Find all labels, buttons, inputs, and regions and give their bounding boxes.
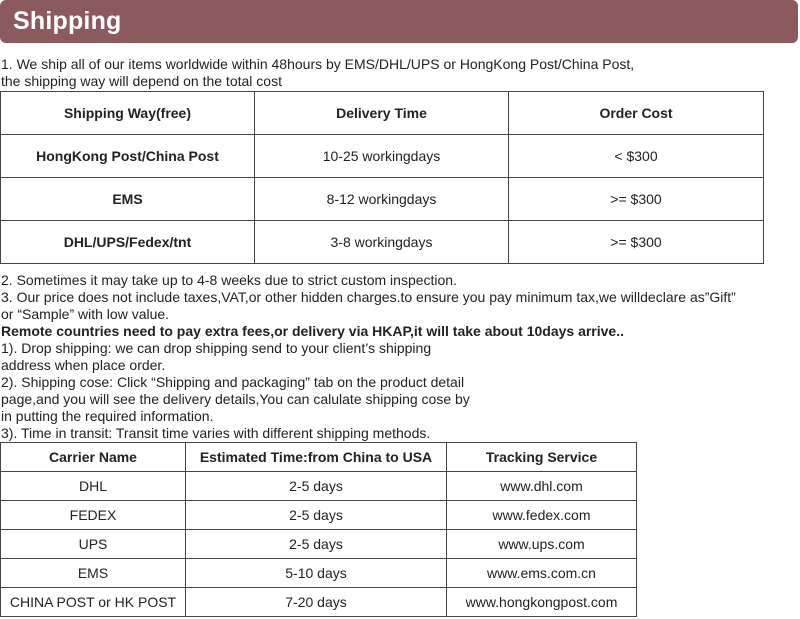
note-3-line-2: or “Sample” with low value. bbox=[1, 306, 170, 322]
shipping-cost-line-3: in putting the required information. bbox=[1, 408, 214, 424]
tracking-service-cell: www.ups.com bbox=[447, 530, 637, 559]
shipping-way-cell: HongKong Post/China Post bbox=[1, 135, 255, 178]
drop-shipping-line-2: address when place order. bbox=[1, 357, 166, 373]
table-header-row bbox=[1, 92, 764, 135]
carrier-name-cell: CHINA POST or HK POST bbox=[1, 588, 186, 617]
carrier-name-cell: FEDEX bbox=[1, 501, 186, 530]
table-row bbox=[1, 530, 637, 559]
table-row bbox=[1, 559, 637, 588]
header-carrier-name: Carrier Name bbox=[1, 443, 186, 472]
intro-line-1: 1. We ship all of our items worldwide within 48hours by EMS/DHL/UPS or HongKong Post/China Post, bbox=[1, 56, 635, 72]
delivery-time-cell: 3-8 workingdays bbox=[255, 221, 509, 264]
table-row bbox=[1, 472, 637, 501]
estimated-time-cell: 5-10 days bbox=[186, 559, 447, 588]
note-3-line-1: 3. Our price does not include taxes,VAT,or other hidden charges.to ensure you pay minimum tax,we willdeclare as”Gift” bbox=[1, 289, 736, 305]
header-order-cost: Order Cost bbox=[509, 92, 764, 135]
header-tracking-service: Tracking Service bbox=[447, 443, 637, 472]
note-2: 2. Sometimes it may take up to 4-8 weeks due to strict custom inspection. bbox=[1, 272, 457, 288]
delivery-time-cell: 10-25 workingdays bbox=[255, 135, 509, 178]
shipping-way-cell: EMS bbox=[1, 178, 255, 221]
table-row bbox=[1, 588, 637, 617]
intro-line-2: the shipping way will depend on the total cost bbox=[1, 73, 282, 89]
carrier-table bbox=[0, 442, 637, 617]
header-shipping-way: Shipping Way(free) bbox=[1, 92, 255, 135]
carrier-name-cell: EMS bbox=[1, 559, 186, 588]
table-row bbox=[1, 221, 764, 264]
table-header-row bbox=[1, 443, 637, 472]
order-cost-cell: < $300 bbox=[509, 135, 764, 178]
tracking-service-cell: www.dhl.com bbox=[447, 472, 637, 501]
estimated-time-cell: 2-5 days bbox=[186, 501, 447, 530]
carrier-name-cell: UPS bbox=[1, 530, 186, 559]
table-row bbox=[1, 178, 764, 221]
table-row bbox=[1, 135, 764, 178]
estimated-time-cell: 2-5 days bbox=[186, 472, 447, 501]
banner-title: Shipping bbox=[13, 7, 122, 35]
shipping-banner bbox=[0, 0, 798, 43]
tracking-service-cell: www.hongkongpost.com bbox=[447, 588, 637, 617]
shipping-cost-line-2: page,and you will see the delivery details,You can calulate shipping cose by bbox=[1, 391, 470, 407]
estimated-time-cell: 2-5 days bbox=[186, 530, 447, 559]
order-cost-cell: >= $300 bbox=[509, 221, 764, 264]
order-cost-cell: >= $300 bbox=[509, 178, 764, 221]
shipping-cost-line-1: 2). Shipping cose: Click “Shipping and packaging” tab on the product detail bbox=[1, 374, 465, 390]
shipping-methods-table bbox=[0, 91, 764, 264]
header-estimated-time: Estimated Time:from China to USA bbox=[186, 443, 447, 472]
estimated-time-cell: 7-20 days bbox=[186, 588, 447, 617]
drop-shipping-line-1: 1). Drop shipping: we can drop shipping send to your client’s shipping bbox=[1, 340, 432, 356]
transit-time-note: 3). Time in transit: Transit time varies with different shipping methods. bbox=[1, 425, 431, 441]
table-row bbox=[1, 501, 637, 530]
header-delivery-time: Delivery Time bbox=[255, 92, 509, 135]
tracking-service-cell: www.ems.com.cn bbox=[447, 559, 637, 588]
carrier-name-cell: DHL bbox=[1, 472, 186, 501]
remote-countries-note: Remote countries need to pay extra fees,or delivery via HKAP,it will take about 10days arrive.. bbox=[1, 323, 624, 339]
delivery-time-cell: 8-12 workingdays bbox=[255, 178, 509, 221]
tracking-service-cell: www.fedex.com bbox=[447, 501, 637, 530]
shipping-way-cell: DHL/UPS/Fedex/tnt bbox=[1, 221, 255, 264]
